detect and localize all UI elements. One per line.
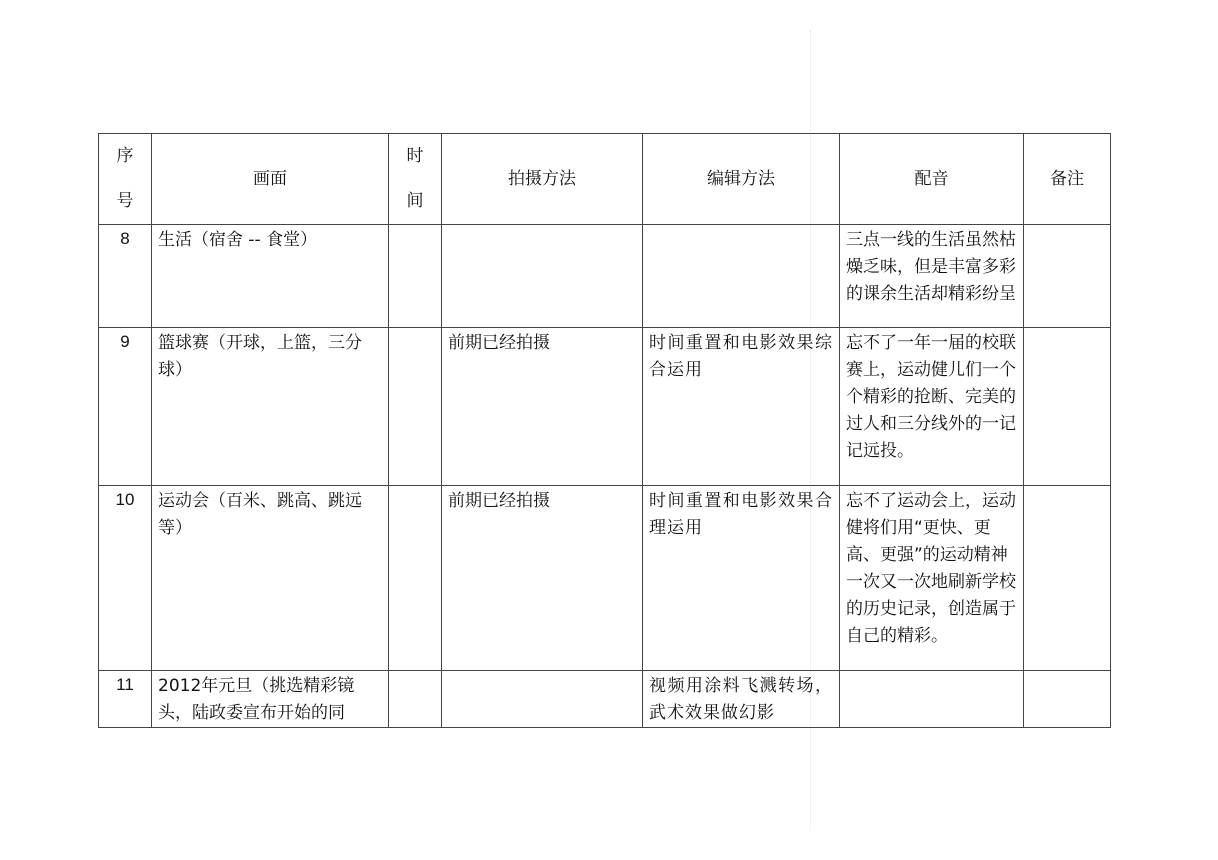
- header-time: [389, 134, 442, 225]
- row-editing: [643, 486, 840, 671]
- header-time-char-2: 间: [406, 191, 424, 211]
- row-seq: 9: [99, 328, 152, 486]
- header-voiceover-label: 配音: [914, 168, 949, 189]
- row-editing: [643, 328, 840, 486]
- header-time-char-1: 时: [406, 146, 424, 166]
- header-shooting: [442, 134, 643, 225]
- row-remarks: [1024, 671, 1111, 728]
- row-voiceover-text: [840, 671, 1023, 673]
- row-voiceover-text: 忘不了一年一届的校联赛上，运动健儿们一个个精彩的抢断、完美的过人和三分线外的一记记远投。: [846, 333, 1016, 461]
- row-remarks-text: [1024, 671, 1110, 673]
- header-remarks-label: 备注: [1050, 168, 1084, 189]
- row-seq: 8: [99, 225, 152, 328]
- row-time-text: [389, 486, 441, 488]
- row-editing-text: [643, 225, 839, 227]
- row-scene-text: 运动会（百米、跳高、跳远等）: [158, 491, 362, 538]
- header-remarks: [1024, 134, 1111, 225]
- row-voiceover: [840, 486, 1024, 671]
- row-remarks: [1024, 328, 1111, 486]
- row-shooting-text: [442, 671, 642, 673]
- header-scene-label: 画面: [253, 168, 287, 189]
- header-editing: [643, 134, 840, 225]
- header-seq-char-2: 号: [116, 191, 134, 211]
- row-editing-text: 视频用涂料飞溅转场，武术效果做幻影: [649, 676, 833, 723]
- table-row: [99, 225, 1111, 328]
- row-voiceover-text: 三点一线的生活虽然枯燥乏味，但是丰富多彩的课余生活却精彩纷呈: [846, 230, 1016, 304]
- row-shooting-text: [442, 225, 642, 227]
- header-shooting-label: 拍摄方法: [508, 168, 576, 189]
- row-editing: [643, 671, 840, 728]
- row-voiceover: [840, 328, 1024, 486]
- row-time-text: [389, 328, 441, 330]
- shot-script-table: [98, 133, 1111, 728]
- row-seq: 10: [99, 486, 152, 671]
- row-remarks: [1024, 486, 1111, 671]
- row-shooting: [442, 225, 643, 328]
- row-scene-text: 生活（宿舍 -- 食堂）: [158, 230, 318, 250]
- header-voiceover: [840, 134, 1024, 225]
- row-time: [389, 486, 442, 671]
- table-row: [99, 486, 1111, 671]
- row-time-text: [389, 225, 441, 227]
- row-voiceover-text: 忘不了运动会上，运动健将们用“更快、更高、更强”的运动精神一次又一次地刷新学校的历史记录，创造属于自己的精彩。: [846, 491, 1016, 646]
- row-shooting: [442, 671, 643, 728]
- row-shooting-text: 前期已经拍摄: [448, 333, 550, 353]
- header-seq: [99, 134, 152, 225]
- header-editing-label: 编辑方法: [707, 168, 775, 189]
- row-voiceover: [840, 225, 1024, 328]
- row-editing-text: 时间重置和电影效果综合运用: [649, 333, 833, 380]
- row-scene: [152, 225, 389, 328]
- row-scene: [152, 328, 389, 486]
- row-remarks-text: [1024, 225, 1110, 227]
- header-seq-char-1: 序: [116, 146, 134, 166]
- header-scene: [152, 134, 389, 225]
- table-row: [99, 328, 1111, 486]
- row-voiceover: [840, 671, 1024, 728]
- table-row: [99, 671, 1111, 728]
- row-shooting: [442, 486, 643, 671]
- row-remarks-text: [1024, 486, 1110, 488]
- row-scene: [152, 486, 389, 671]
- row-editing-text: 时间重置和电影效果合理运用: [649, 491, 833, 538]
- row-seq: 11: [99, 671, 152, 728]
- row-remarks: [1024, 225, 1111, 328]
- row-editing: [643, 225, 840, 328]
- row-time-text: [389, 671, 441, 673]
- row-shooting-text: 前期已经拍摄: [448, 491, 550, 511]
- header-row: [99, 134, 1111, 225]
- row-time: [389, 225, 442, 328]
- row-scene: [152, 671, 389, 728]
- row-time: [389, 328, 442, 486]
- row-scene-text: 2012年元旦（挑选精彩镜头，陆政委宣布开始的同: [158, 676, 355, 723]
- row-scene-text: 篮球赛（开球，上篮，三分球）: [158, 333, 362, 380]
- row-time: [389, 671, 442, 728]
- row-remarks-text: [1024, 328, 1110, 330]
- row-shooting: [442, 328, 643, 486]
